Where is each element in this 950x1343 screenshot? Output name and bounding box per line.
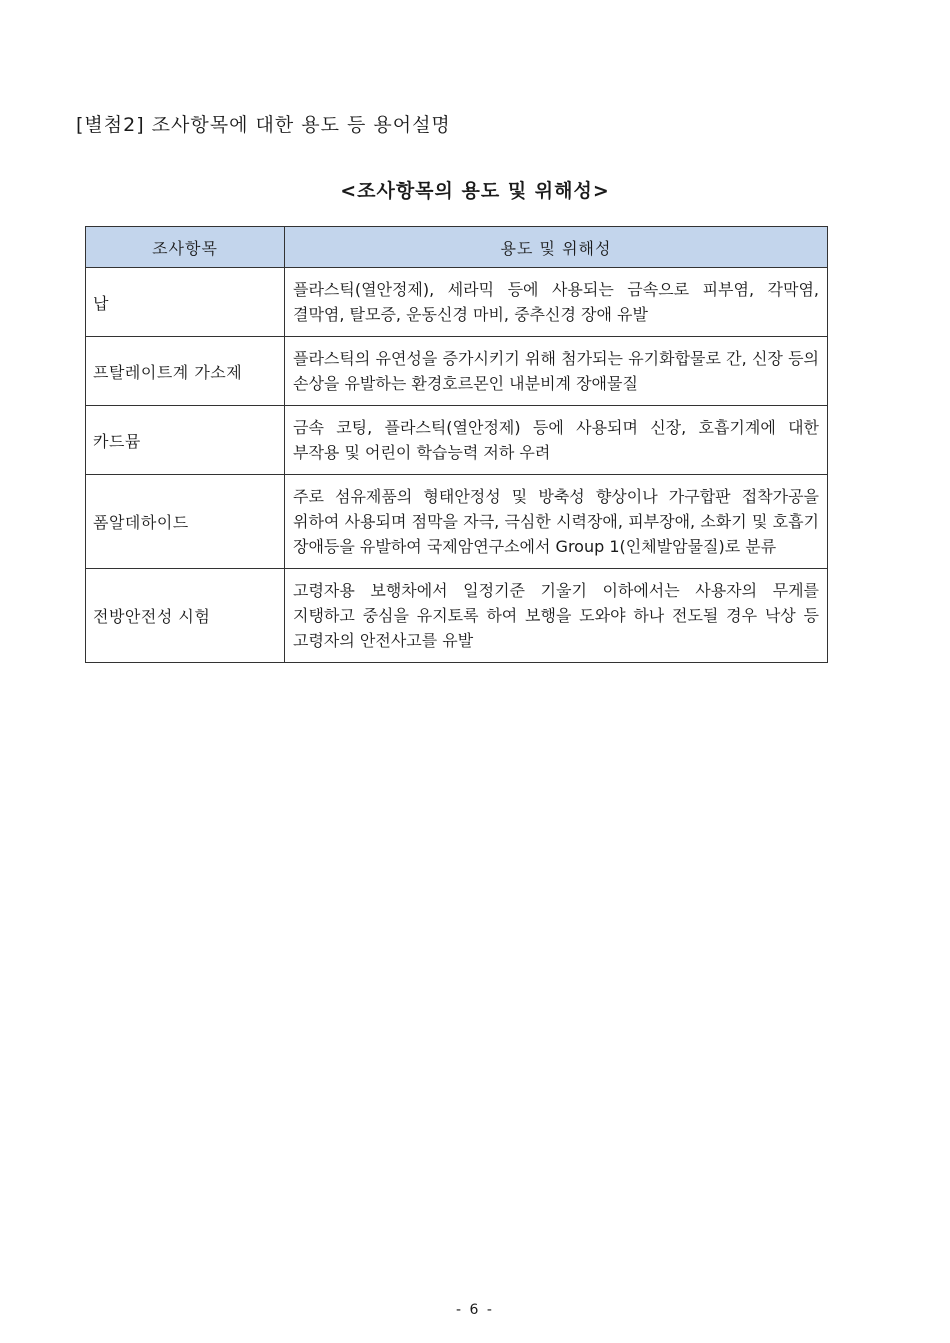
item-cell: 납 (86, 268, 285, 337)
item-cell: 프탈레이트계 가소제 (86, 337, 285, 406)
table-title: <조사항목의 용도 및 위해성> (340, 180, 610, 202)
table-row (86, 268, 828, 337)
description-cell: 플라스틱의 유연성을 증가시키기 위해 첨가되는 유기화합물로 간, 신장 등의 손상을 유발하는 환경호르몬인 내분비계 장애물질 (285, 337, 828, 406)
page-number: - 6 - (456, 1302, 494, 1318)
description-cell: 주로 섬유제품의 형태안정성 및 방축성 향상이나 가구합판 접착가공을 위하여 사용되며 점막을 자극, 극심한 시력장애, 피부장애, 소화기 및 호흡기 장애등을 유발하여 국제암연구소에서 Group 1(인체발암물질)로 분류 (285, 475, 828, 569)
item-cell: 폼알데하이드 (86, 475, 285, 569)
attachment-heading: [별첨2] 조사항목에 대한 용도 등 용어설명 (76, 114, 451, 136)
description-cell: 플라스틱(열안정제), 세라믹 등에 사용되는 금속으로 피부염, 각막염, 결막염, 탈모증, 운동신경 마비, 중추신경 장애 유발 (285, 268, 828, 337)
table-row (86, 569, 828, 663)
table-row (86, 406, 828, 475)
description-cell: 고령자용 보행차에서 일정기준 기울기 이하에서는 사용자의 무게를 지탱하고 중심을 유지토록 하여 보행을 도와야 하나 전도될 경우 낙상 등 고령자의 안전사고를 유발 (285, 569, 828, 663)
column-header-item: 조사항목 (86, 227, 285, 268)
table-row (86, 475, 828, 569)
description-cell: 금속 코팅, 플라스틱(열안정제) 등에 사용되며 신장, 호흡기계에 대한 부작용 및 어린이 학습능력 저하 우려 (285, 406, 828, 475)
item-cell: 전방안전성 시험 (86, 569, 285, 663)
column-header-description: 용도 및 위해성 (285, 227, 828, 268)
item-cell: 카드뮴 (86, 406, 285, 475)
table-header-row (86, 227, 828, 268)
table-row (86, 337, 828, 406)
survey-items-table (85, 226, 828, 663)
